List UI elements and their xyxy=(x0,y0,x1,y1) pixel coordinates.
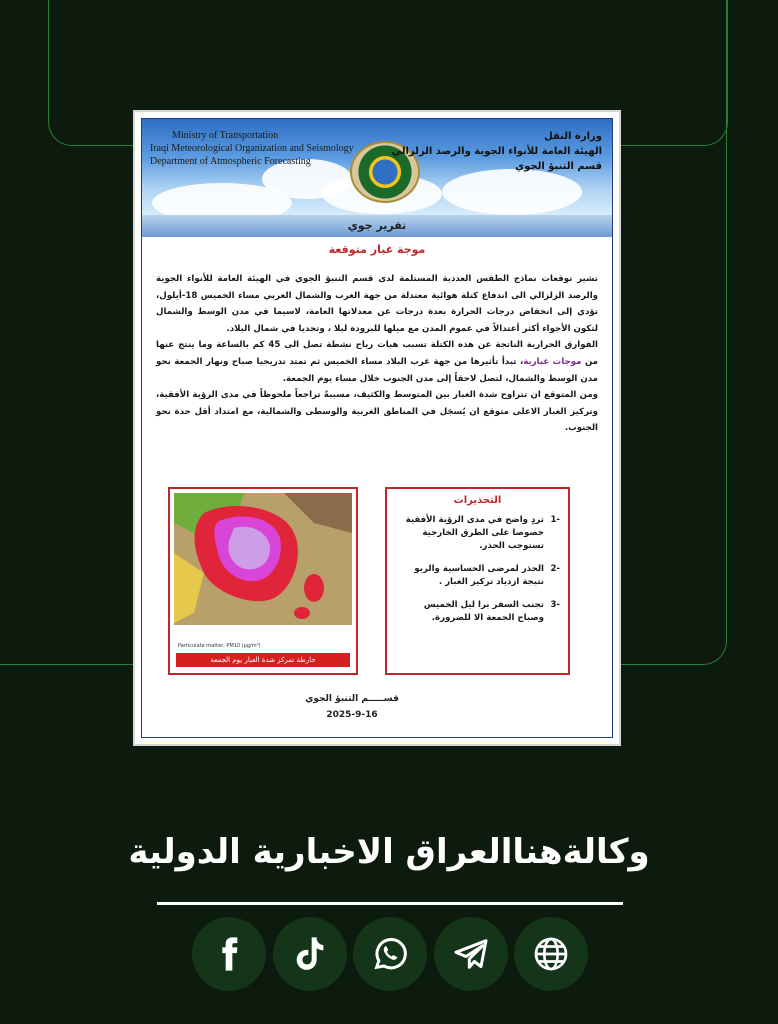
document-border xyxy=(141,118,613,738)
warning-item: -3 تجنب السفر برا ليل الخميس وصباح الجمعة الا للضرورة. xyxy=(423,600,560,623)
signature-date: 2025-9-16 xyxy=(326,710,378,720)
warnings-title: التحذيرات xyxy=(453,495,502,506)
signature-dept: قســـــم التنبؤ الجوي xyxy=(305,694,399,704)
map-legend: Particulate matter, PM10 (μg/m³) xyxy=(178,643,261,649)
divider xyxy=(157,902,623,905)
social-icons xyxy=(192,917,588,991)
english-header: Ministry of Transportation Iraqi Meteorological Organization and Seismology Department of Atmospheric Forecasting xyxy=(150,130,354,167)
report-title: تقرير جوي xyxy=(142,215,612,237)
warning-item: -1 تردٍ واضح في مدى الرؤية الأفقية خصوصا على الطرق الخارجية تستوجب الحذر. xyxy=(405,515,560,551)
dust-concentration-map xyxy=(168,487,358,675)
warning-item: -2 الحذر لمرضى الحساسية والربو نتيجة ازدياد تركيز الغبار . xyxy=(414,564,560,587)
paragraph-1: تشير توقعات نماذج الطقس العددية المستلمة لدى قسم التنبؤ الجوي في الهيئة العامة للأنواء الجوية والرصد الزلزالي الى اندفاع كتلة هوائية معتدلة من جهة الغرب والشمال الغربي مساء الخميس 18-أيلول، تؤدي إلى انخفاض درجات الحرارة بعدة درجات عن معدلاتها العامة، لاسيما في مدن الوسط والشمال لتكون الأجواء أكثر أعتدالاً في عموم المدن مع ميلها للبرودة ليلا ، وتحديا في شمال البلاد. xyxy=(156,274,598,334)
tiktok-icon[interactable] xyxy=(273,917,347,991)
highlight-dust-waves: موجات غبارية xyxy=(523,356,582,367)
arabic-header: وزارة النقل الهيئة العامة للأنواء الجوية والرصد الزلزالي قسم التنبؤ الجوي xyxy=(391,131,602,172)
paragraph-3: ومن المتوقع ان تتراوح شدة الغبار بين المتوسط والكثيف، مسببةً تراجعاً ملحوظاً في مدى الرؤية الأفقية، وتركيز الغبار الاعلى متوقع ان يُسجَل في المناطق الغربية والوسطى والشمالية، مع امتداد أقل حدة نحو الجنوب. xyxy=(156,390,598,434)
telegram-icon[interactable] xyxy=(434,917,508,991)
facebook-icon[interactable] xyxy=(192,917,266,991)
globe-icon[interactable] xyxy=(514,917,588,991)
weather-report-document xyxy=(133,110,621,746)
warnings-box xyxy=(385,487,570,675)
map-image xyxy=(174,493,352,633)
map-caption: خارطة تمركز شدة الغبار يوم الجمعة xyxy=(176,653,350,667)
report-subtitle: موجة غبار متوقعة xyxy=(328,243,426,256)
whatsapp-icon[interactable] xyxy=(353,917,427,991)
report-header xyxy=(142,119,612,215)
signature-block xyxy=(292,691,412,723)
agency-name: وكالةهناالعراق الاخبارية الدولية xyxy=(128,832,650,872)
paragraph-2: الفوارق الحرارية الناتجة عن هذه الكتلة تسبب هبات رياح نشطة تصل الى 45 كم بالساعة وما ينتج عنها من موجات غبارية، تبدأ تأثيرها من جهة غرب البلاد مساء الخميس ثم تمتد تدريجيا صباح ونهار الجمعة نحو مدن الوسط والشمال، لتصل لاحقاً إلى مدن الجنوب خلال مساء يوم الجمعة. xyxy=(156,340,598,384)
report-body xyxy=(156,271,598,437)
